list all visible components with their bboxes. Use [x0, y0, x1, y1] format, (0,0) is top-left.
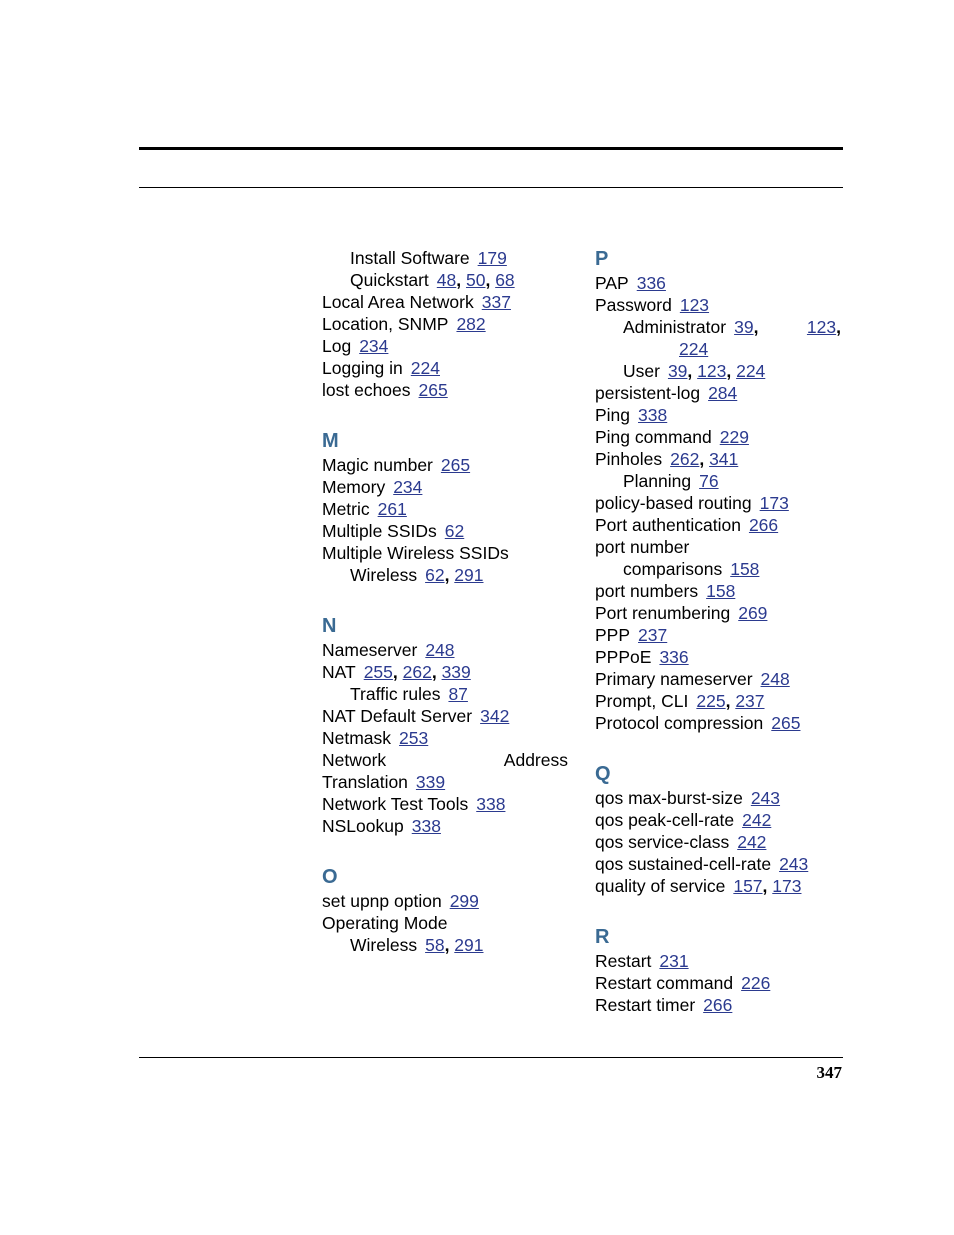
index-term-group: [623, 316, 758, 338]
page-reference-link[interactable]: 248: [760, 669, 790, 689]
separator: ,: [444, 935, 455, 955]
page-reference-link[interactable]: 224: [410, 358, 440, 378]
separator: ,: [762, 876, 773, 896]
index-term: NAT Default Server: [322, 706, 473, 726]
separator: ,: [392, 662, 403, 682]
index-entry: [595, 492, 841, 514]
page-reference-link[interactable]: 339: [415, 772, 446, 792]
index-entry: [595, 536, 841, 558]
page-reference-link[interactable]: 237: [638, 625, 668, 645]
index-entry: [595, 831, 841, 853]
separator: ,: [699, 449, 710, 469]
page-reference-link[interactable]: 87: [448, 684, 468, 704]
index-term: Traffic rules: [350, 684, 441, 704]
index-entry: [322, 291, 568, 313]
separator: ,: [753, 317, 759, 337]
index-term: Wireless: [350, 935, 418, 955]
index-term: Location, SNMP: [322, 314, 449, 334]
page-reference-link[interactable]: 62: [425, 565, 445, 585]
page-reference-link[interactable]: 224: [736, 361, 766, 381]
page-reference-link[interactable]: 248: [425, 640, 455, 660]
page-reference-link[interactable]: 253: [399, 728, 429, 748]
index-entry: [322, 793, 568, 815]
index-entry: [595, 602, 841, 624]
page-reference-link[interactable]: 265: [418, 380, 448, 400]
index-letter-heading: Q: [595, 763, 611, 785]
index-entry: [595, 875, 841, 897]
index-subentry: [595, 360, 841, 382]
index-subentry: [595, 470, 841, 492]
index-letter-heading: N: [322, 615, 337, 637]
index-term: Magic number: [322, 455, 433, 475]
page-reference-link[interactable]: 224: [679, 339, 709, 359]
page-reference-link[interactable]: 76: [699, 471, 719, 491]
index-term: Local Area Network: [322, 292, 474, 312]
index-term: Protocol compression: [595, 713, 764, 733]
page-reference-link[interactable]: 262: [402, 662, 432, 682]
index-entry: [595, 809, 841, 831]
index-entry: [595, 624, 841, 646]
index-subentry: [595, 316, 841, 338]
page-reference-link[interactable]: 282: [456, 314, 486, 334]
index-entry: [595, 712, 841, 734]
index-entry: [322, 705, 568, 727]
index-term: PPPoE: [595, 647, 652, 667]
index-term: lost echoes: [322, 380, 411, 400]
page-reference-link[interactable]: 338: [476, 794, 506, 814]
index-subentry: [322, 269, 568, 291]
page-reference-link[interactable]: 269: [738, 603, 768, 623]
page-reference-link[interactable]: 229: [719, 427, 749, 447]
index-term: Multiple SSIDs: [322, 521, 437, 541]
page-reference-link[interactable]: 262: [670, 449, 700, 469]
index-entry: [322, 498, 568, 520]
index-term: port numbers: [595, 581, 699, 601]
page-reference-link[interactable]: 234: [359, 336, 389, 356]
page-reference-link[interactable]: 266: [748, 515, 779, 535]
index-term: set upnp option: [322, 891, 442, 911]
header-rule-thin: [139, 187, 843, 188]
index-entry: [595, 690, 841, 712]
page-reference-link[interactable]: 39: [667, 361, 688, 381]
page-reference-link[interactable]: 265: [440, 455, 471, 475]
index-entry: [322, 520, 568, 542]
index-term: port number: [595, 537, 690, 557]
page-reference-link[interactable]: 123: [806, 317, 837, 337]
page-reference-link[interactable]: 58: [425, 935, 445, 955]
index-subentry: [595, 558, 841, 580]
separator: ,: [485, 270, 496, 290]
page-reference-link[interactable]: 338: [411, 816, 441, 836]
index-entry: [322, 912, 568, 934]
index-entry: [322, 313, 568, 335]
separator: ,: [726, 361, 737, 381]
index-term: Prompt, CLI: [595, 691, 689, 711]
index-term: Ping: [595, 405, 631, 425]
page-reference-link[interactable]: 266: [703, 995, 733, 1015]
index-entry: [595, 646, 841, 668]
index-term: Restart: [595, 951, 652, 971]
index-term: Logging in: [322, 358, 403, 378]
page-reference-link[interactable]: 336: [636, 273, 666, 293]
separator: ,: [836, 317, 841, 337]
index-entry: [322, 379, 568, 401]
page-reference-link[interactable]: 284: [708, 383, 738, 403]
page-reference-link[interactable]: 336: [659, 647, 689, 667]
index-term: Restart command: [595, 973, 734, 993]
index-term: Address: [503, 750, 568, 770]
page-reference-link[interactable]: 39: [734, 317, 754, 337]
page-reference-link[interactable]: 255: [363, 662, 393, 682]
index-entry: [322, 542, 568, 564]
page-reference-link[interactable]: 231: [659, 951, 689, 971]
index-term: Log: [322, 336, 352, 356]
index-entry: [322, 771, 568, 793]
index-letter-heading: M: [322, 430, 339, 452]
index-term: Port renumbering: [595, 603, 731, 623]
page-reference-link[interactable]: 157: [733, 876, 763, 896]
page-reference-link[interactable]: 341: [709, 449, 739, 469]
index-letter-heading: R: [595, 926, 610, 948]
footer-rule: [139, 1057, 843, 1058]
index-term: Pinholes: [595, 449, 663, 469]
page-reference-link[interactable]: 265: [771, 713, 801, 733]
index-entry: [322, 749, 568, 771]
index-entry: [322, 661, 568, 683]
separator: ,: [687, 361, 698, 381]
index-column-right: [595, 247, 841, 1016]
index-entry: [322, 476, 568, 498]
page-reference-link[interactable]: 68: [495, 270, 515, 290]
index-entry: [322, 454, 568, 476]
page-reference-link[interactable]: 291: [454, 935, 484, 955]
index-term: Install Software: [350, 248, 470, 268]
page-reference-link[interactable]: 339: [441, 662, 471, 682]
index-entry: [595, 787, 841, 809]
index-term: Planning: [623, 471, 692, 491]
index-term: Nameserver: [322, 640, 418, 660]
index-term: Port authentication: [595, 515, 741, 535]
index-term: Ping command: [595, 427, 712, 447]
index-term: Translation: [322, 772, 408, 792]
index-term: Wireless: [350, 565, 418, 585]
separator: ,: [456, 270, 466, 290]
index-entry: [595, 426, 841, 448]
page-reference-link[interactable]: 123: [679, 295, 710, 315]
page-reference-link[interactable]: 173: [772, 876, 802, 896]
page-reference-link[interactable]: 338: [638, 405, 668, 425]
index-entry: [595, 668, 841, 690]
page-reference-link[interactable]: 243: [779, 854, 809, 874]
index-subentry: [322, 934, 568, 956]
page-reference-link[interactable]: 337: [481, 292, 511, 312]
page-reference-link[interactable]: 261: [377, 499, 407, 519]
index-term: qos service-class: [595, 832, 730, 852]
index-term: Operating Mode: [322, 913, 448, 933]
index-entry: [595, 580, 841, 602]
index-term: comparisons: [623, 559, 723, 579]
index-column-left: [322, 247, 568, 956]
page-number: 347: [816, 1063, 842, 1082]
index-term: qos max-burst-size: [595, 788, 743, 808]
index-entry: [322, 727, 568, 749]
page-reference-link[interactable]: 243: [750, 788, 781, 808]
separator: ,: [431, 662, 442, 682]
index-entry: [322, 890, 568, 912]
page-reference-link[interactable]: 342: [480, 706, 510, 726]
index-term: Restart timer: [595, 995, 696, 1015]
page-reference-link[interactable]: 50: [465, 270, 486, 290]
page-reference-link[interactable]: 234: [393, 477, 423, 497]
index-entry: [322, 357, 568, 379]
page-reference-link[interactable]: 242: [742, 810, 772, 830]
index-term: Network Test Tools: [322, 794, 469, 814]
index-term: Metric: [322, 499, 370, 519]
index-entry: [595, 853, 841, 875]
index-entry: [595, 514, 841, 536]
index-term: qos peak-cell-rate: [595, 810, 735, 830]
page-reference-link[interactable]: 225: [696, 691, 726, 711]
page-reference-link[interactable]: 242: [737, 832, 767, 852]
page-reference-link[interactable]: 158: [706, 581, 736, 601]
index-term: policy-based routing: [595, 493, 752, 513]
index-entry: [595, 950, 841, 972]
index-term: Primary nameserver: [595, 669, 753, 689]
index-term: Multiple Wireless SSIDs: [322, 543, 509, 563]
index-subentry: [322, 247, 568, 269]
index-entry: [595, 994, 841, 1016]
index-entry: [595, 272, 841, 294]
index-entry: [595, 972, 841, 994]
index-term-group: [807, 316, 841, 338]
index-term: Network: [322, 750, 387, 770]
index-letter-heading: P: [595, 248, 609, 270]
header-rule-thick: [139, 147, 843, 150]
index-term: Quickstart: [350, 270, 429, 290]
index-entry: [595, 294, 841, 316]
index-term: NSLookup: [322, 816, 404, 836]
page-reference-link[interactable]: 158: [730, 559, 760, 579]
index-entry: [322, 335, 568, 357]
page-reference-link[interactable]: 237: [735, 691, 765, 711]
index-term: PAP: [595, 273, 629, 293]
index-subentry: [322, 683, 568, 705]
index-term: qos sustained-cell-rate: [595, 854, 772, 874]
index-term: Administrator: [623, 317, 727, 337]
page-reference-link[interactable]: 179: [477, 248, 507, 268]
index-entry: [595, 382, 841, 404]
page-reference-link[interactable]: 173: [759, 493, 789, 513]
index-entry: [595, 448, 841, 470]
index-entry: [322, 815, 568, 837]
page-reference-link[interactable]: 123: [697, 361, 727, 381]
index-term: quality of service: [595, 876, 726, 896]
page-reference-link[interactable]: 62: [444, 521, 465, 541]
index-term: Memory: [322, 477, 386, 497]
index-entry: [322, 639, 568, 661]
index-term: persistent-log: [595, 383, 701, 403]
page-reference-link[interactable]: 291: [454, 565, 484, 585]
index-term: User: [623, 361, 660, 381]
page-reference-link[interactable]: 226: [741, 973, 771, 993]
page-reference-link[interactable]: 48: [436, 270, 457, 290]
page-reference-link[interactable]: 299: [449, 891, 479, 911]
index-term: NAT: [322, 662, 356, 682]
index-subentry: [322, 564, 568, 586]
separator: ,: [725, 691, 736, 711]
index-term: PPP: [595, 625, 631, 645]
index-term: Netmask: [322, 728, 392, 748]
index-subentry: [595, 338, 841, 360]
index-letter-heading: O: [322, 866, 338, 888]
index-entry: [595, 404, 841, 426]
index-term: Password: [595, 295, 672, 315]
separator: ,: [444, 565, 455, 585]
